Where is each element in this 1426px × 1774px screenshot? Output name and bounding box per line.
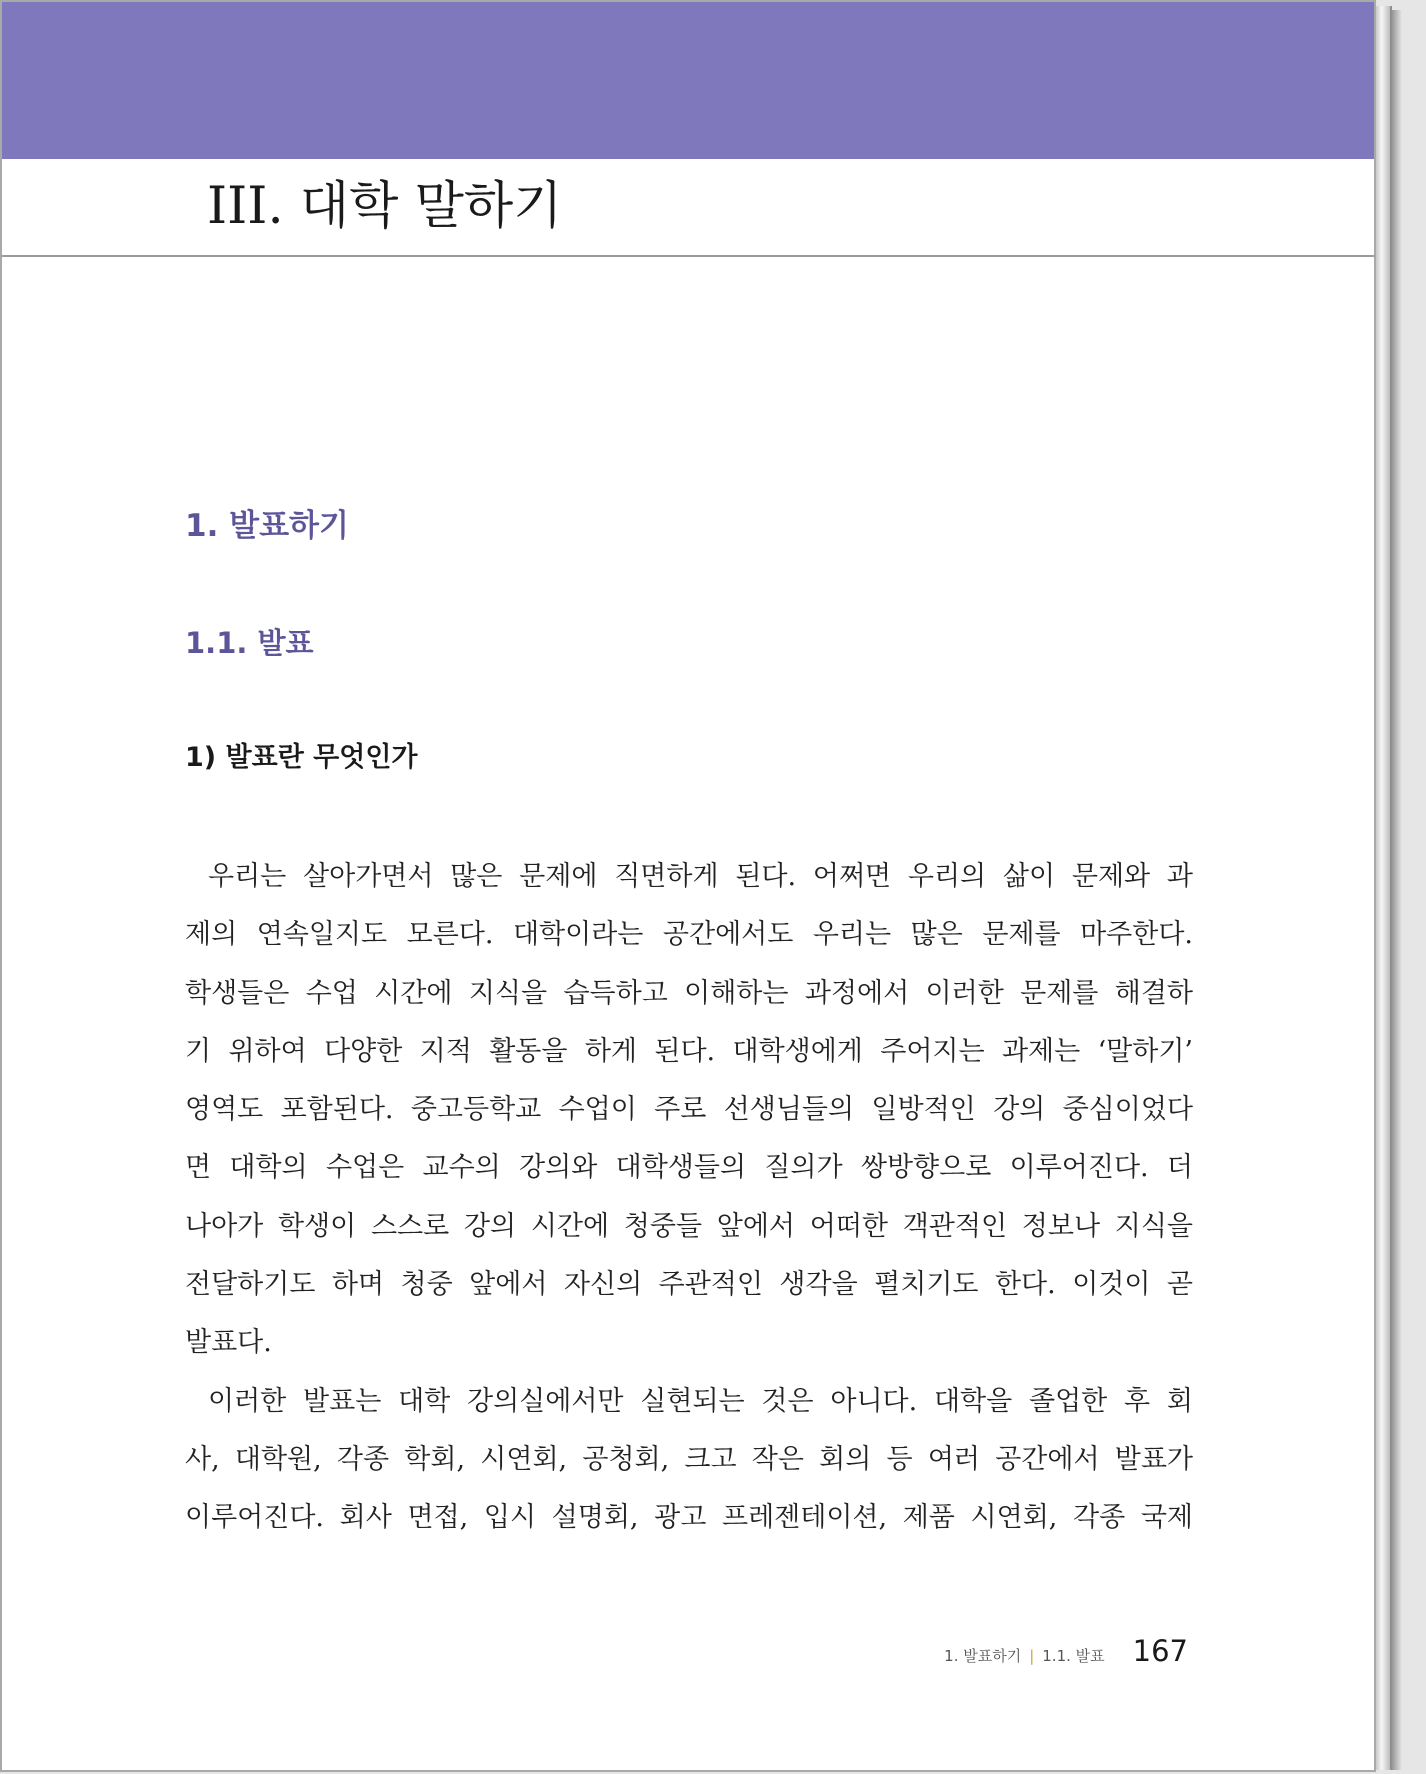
body-line: 나아가 학생이 스스로 강의 시간에 청중들 앞에서 어떠한 객관적인 정보나 지식을	[185, 1210, 1193, 1242]
page-number: 167	[1132, 1634, 1188, 1668]
subsection-heading: 1.1. 발표	[185, 626, 314, 660]
body-line: 이러한 발표는 대학 강의실에서만 실현되는 것은 아니다. 대학을 졸업한 후 회	[208, 1385, 1193, 1417]
body-line: 학생들은 수업 시간에 지식을 습득하고 이해하는 과정에서 이러한 문제를 해결하	[185, 977, 1193, 1009]
body-line: 우리는 살아가면서 많은 문제에 직면하게 된다. 어쩌면 우리의 삶이 문제와 과	[208, 861, 1193, 892]
body-line: 사, 대학원, 각종 학회, 시연회, 공청회, 크고 작은 회의 등 여러 공간에서 발표가	[185, 1443, 1193, 1475]
page-edge-shadow	[1392, 10, 1402, 1770]
body-line: 제의 연속일지도 모른다. 대학이라는 공간에서도 우리는 많은 문제를 마주한다.	[185, 919, 1193, 951]
body-line: 영역도 포함된다. 중고등학교 수업이 주로 선생님들의 일방적인 강의 중심이었다	[185, 1094, 1193, 1126]
topic-heading: 1) 발표란 무엇인가	[185, 742, 418, 773]
chapter-title: III. 대학 말하기	[207, 177, 563, 236]
body-line: 발표다.	[185, 1327, 272, 1359]
body-line: 이루어진다. 회사 면접, 입시 설명회, 광고 프레젠테이션, 제품 시연회, 각종 국제	[185, 1502, 1193, 1534]
body-line: 면 대학의 수업은 교수의 강의와 대학생들의 질의가 쌍방향으로 이루어진다. 더	[185, 1152, 1193, 1184]
body-line: 기 위하여 다양한 지적 활동을 하게 된다. 대학생에게 주어지는 과제는 ‘말하기’	[185, 1035, 1193, 1067]
running-footer	[944, 1634, 1188, 1668]
chapter-header-band	[2, 2, 1374, 159]
footer-section-label: 1. 발표하기	[944, 1647, 1022, 1665]
page-edge	[1376, 6, 1392, 1770]
body-text	[185, 848, 1193, 1548]
title-divider	[2, 255, 1374, 257]
section-heading: 1. 발표하기	[185, 508, 349, 544]
body-line: 전달하기도 하며 청중 앞에서 자신의 주관적인 생각을 펼치기도 한다. 이것이 곧	[185, 1269, 1193, 1301]
footer-subsection-label: 1.1. 발표	[1042, 1647, 1105, 1665]
footer-separator: |	[1029, 1647, 1035, 1665]
